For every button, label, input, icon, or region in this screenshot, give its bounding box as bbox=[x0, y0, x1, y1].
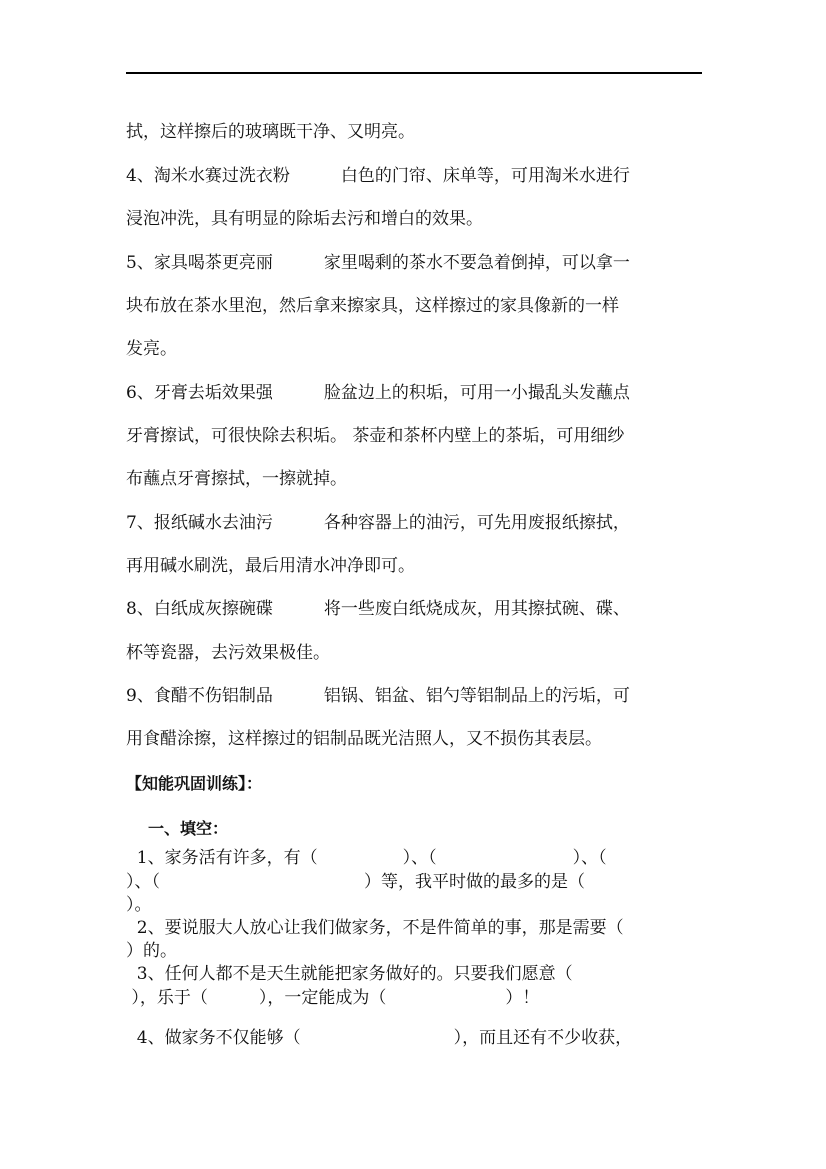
question-line: ）的。 bbox=[126, 941, 177, 961]
subsection-title: 一、填空： bbox=[148, 819, 229, 838]
question-line: ），乐于（ ），一定能成为（ ）！ bbox=[126, 988, 540, 1008]
paragraph-line: 拭，这样擦后的玻璃既干净、又明亮。 bbox=[126, 122, 415, 142]
question-line: 2、要说服大人放心让我们做家务，不是件简单的事，那是需要（ bbox=[126, 918, 624, 938]
paragraph-line: 块布放在茶水里泡，然后拿来擦家具，这样擦过的家具像新的一样 bbox=[126, 296, 619, 316]
paragraph-line: 发亮。 bbox=[126, 339, 177, 359]
header-rule bbox=[126, 72, 702, 74]
paragraph-line: 4、淘米水赛过洗衣粉 白色的门帘、床单等，可用淘米水进行 bbox=[126, 166, 630, 186]
paragraph-line: 9、食醋不伤铝制品 铝锅、铝盆、铝勺等铝制品上的污垢，可 bbox=[126, 686, 630, 706]
paragraph-line: 再用碱水刷洗，最后用清水冲净即可。 bbox=[126, 556, 415, 576]
question-line: 1、家务活有许多，有（ ）、（ ）、（ bbox=[126, 848, 607, 868]
question-line: ）。 bbox=[126, 895, 152, 915]
paragraph-line: 5、家具喝茶更亮丽 家里喝剩的茶水不要急着倒掉，可以拿一 bbox=[126, 253, 630, 273]
paragraph-line: 6、牙膏去垢效果强 脸盆边上的积垢，可用一小撮乱头发蘸点 bbox=[126, 383, 630, 403]
paragraph-line: 7、报纸碱水去油污 各种容器上的油污，可先用废报纸擦拭， bbox=[126, 513, 630, 533]
paragraph-line: 8、白纸成灰擦碗碟 将一些废白纸烧成灰，用其擦拭碗、碟、 bbox=[126, 599, 630, 619]
question-line: 3、任何人都不是天生就能把家务做好的。只要我们愿意（ bbox=[126, 964, 573, 984]
paragraph-line: 浸泡冲洗，具有明显的除垢去污和增白的效果。 bbox=[126, 209, 483, 229]
paragraph-line: 牙膏擦试，可很快除去积垢。 茶壶和茶杯内壁上的茶垢，可用细纱 bbox=[126, 426, 625, 446]
paragraph-line: 杯等瓷器，去污效果极佳。 bbox=[126, 643, 330, 663]
question-line: ）、（ ）等，我平时做的最多的是（ bbox=[126, 872, 585, 892]
section-title: 【知能巩固训练】： bbox=[126, 774, 263, 793]
paragraph-line: 布蘸点牙膏擦拭，一擦就掉。 bbox=[126, 469, 347, 489]
question-line: 4、做家务不仅能够（ ），而且还有不少收获， bbox=[126, 1028, 633, 1048]
paragraph-line: 用食醋涂擦，这样擦过的铝制品既光洁照人，又不损伤其表层。 bbox=[126, 729, 602, 749]
